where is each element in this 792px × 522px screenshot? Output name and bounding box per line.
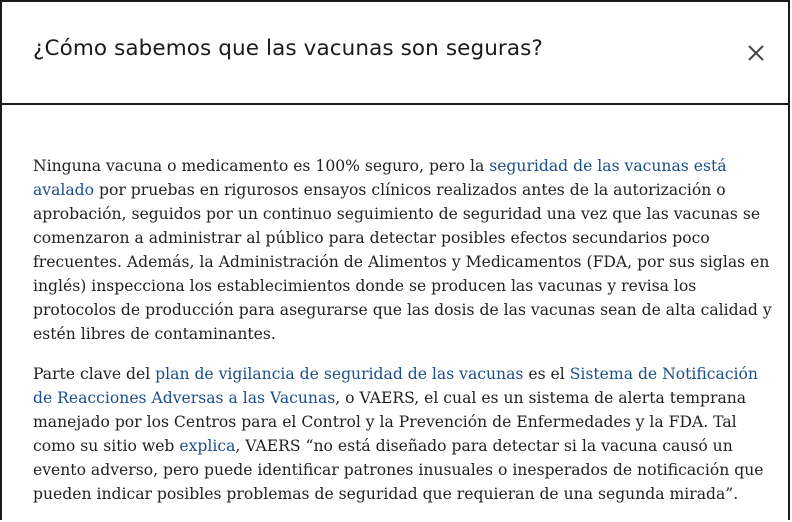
modal-body xyxy=(33,154,773,522)
paragraph-text: , o VAERS, el cual es un sistema de alerta temprana manejado por los Centros para el Control y la Prevención de Enfermedades y la FDA. Tal como su sitio web xyxy=(33,389,747,455)
paragraph-vaers xyxy=(33,362,773,506)
paragraph-text: Ninguna vacuna o medicamento es 100% seguro, pero la xyxy=(33,157,490,175)
link-explica[interactable]: explica xyxy=(179,437,236,455)
link-vaccine-safety[interactable]: seguridad de las vacunas está avalado xyxy=(33,157,727,199)
link-surveillance-plan[interactable]: plan de vigilancia de seguridad de las vacunas xyxy=(155,365,524,383)
link-vaers-system[interactable]: Sistema de Notificación de Reacciones Adversas a las Vacunas xyxy=(33,365,758,407)
modal-title: ¿Cómo sabemos que las vacunas son seguras? xyxy=(33,36,543,61)
paragraph-safety xyxy=(33,154,773,346)
paragraph-text: por pruebas en rigurosos ensayos clínicos realizados antes de la autorización o aprobación, seguidos por un continuo seguimiento de seguridad una vez que las vacunas se comenzaron a administrar al público para detectar posibles efectos secundarios poco frecuentes. Además, la Administración de Alimentos y Medicamentos (FDA, por sus siglas en inglés) inspecciona los establecimientos donde se producen las vacunas y revisa los protocolos de producción para asegurarse que las dosis de las vacunas sean de alta calidad y estén libres de contaminantes. xyxy=(33,181,772,343)
paragraph-text: es el xyxy=(523,365,570,383)
modal-header xyxy=(2,2,788,105)
paragraph-text: , VAERS “no está diseñado para detectar si la vacuna causó un evento adverso, pero puede identificar patrones inusuales o inesperados de notificación que pueden indicar posibles problemas de seguridad que requieran de una segunda mirada”. xyxy=(33,437,764,503)
paragraph-text: Parte clave del xyxy=(33,365,156,383)
close-icon[interactable] xyxy=(741,38,771,68)
